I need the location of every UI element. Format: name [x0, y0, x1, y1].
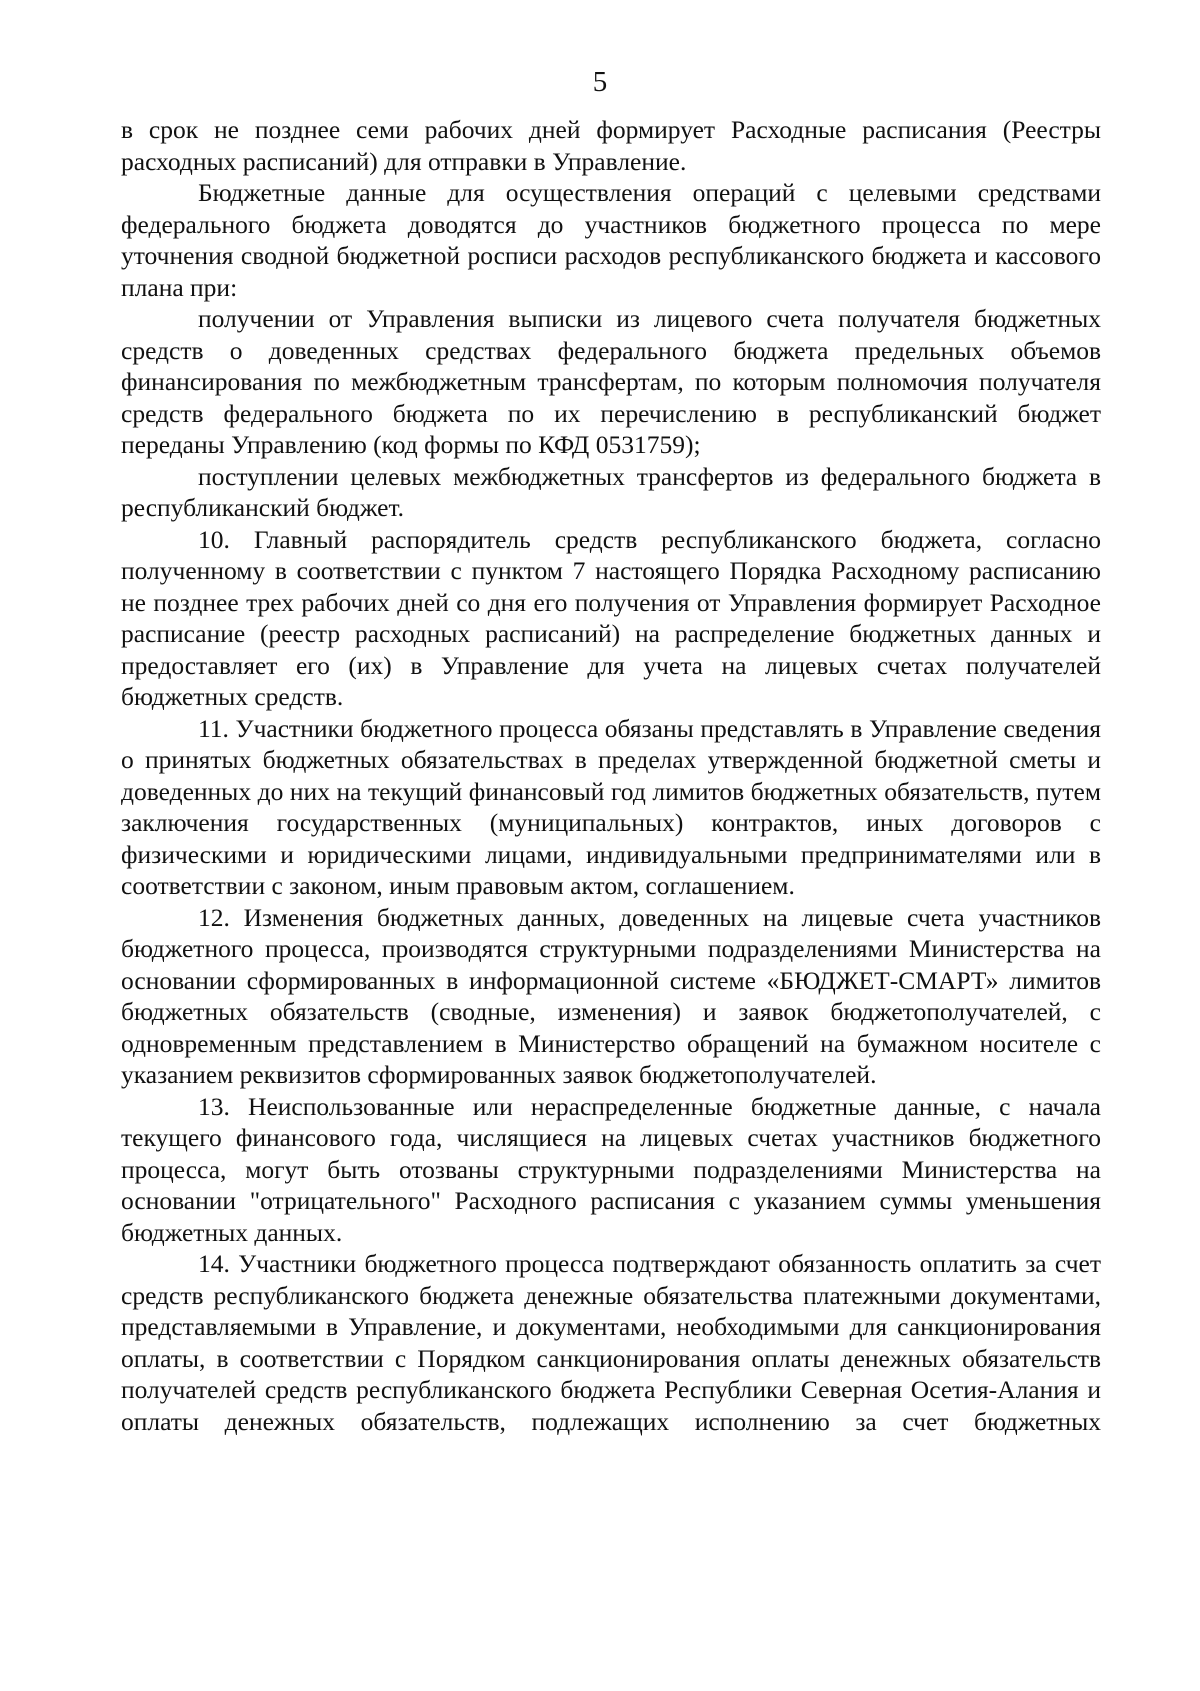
paragraph-item-12: 12. Изменения бюджетных данных, доведенных на лицевые счета участников бюджетного процесса, производятся структурными подразделениями Министерства на основании сформированных в информационной системе «БЮДЖЕТ-СМАРТ» лимитов бюджетных обязательств (сводные, изменения) и заявок бюджетополучателей, с одновременным представлением в Министерство обращений на бумажном носителе с указанием реквизитов сформированных заявок бюджетополучателей. — [121, 902, 1101, 1089]
paragraph-item-13: 13. Неиспользованные или нераспределенные бюджетные данные, с начала текущего финансового года, числящиеся на лицевых счетах участников бюджетного процесса, могут быть отозваны структурными подразделениями Министерства на основании "отрицательного" Расходного расписания с указанием суммы уменьшения бюджетных данных. — [121, 1091, 1101, 1247]
paragraph-item-10: 10. Главный распорядитель средств республиканского бюджета, согласно полученному в соответствии с пунктом 7 настоящего Порядка Расходному расписанию не позднее трех рабочих дней со дня его получения от Управления формирует Расходное расписание (реестр расходных расписаний) на распределение бюджетных данных и предоставляет его (их) в Управление для учета на лицевых счетах получателей бюджетных средств. — [121, 524, 1101, 711]
page-number: 5 — [592, 66, 608, 98]
paragraph-continuation: в срок не позднее семи рабочих дней формирует Расходные расписания (Реестры расходных расписаний) для отправки в Управление. — [121, 115, 1101, 176]
paragraph-receipt-statement: получении от Управления выписки из лицевого счета получателя бюджетных средств о доведенных средствах федерального бюджета предельных объемов финансирования по межбюджетным трансфертам, по которым полномочия получателя средств федерального бюджета по их перечислению в республиканский бюджет переданы Управлению (код формы по КФД 0531759); — [121, 304, 1101, 459]
document-body — [121, 114, 1101, 1437]
paragraph-receipt-transfers: поступлении целевых межбюджетных трансфертов из федерального бюджета в республиканский бюджет. — [121, 461, 1101, 522]
paragraph-item-11: 11. Участники бюджетного процесса обязаны представлять в Управление сведения о принятых бюджетных обязательствах в пределах утвержденной бюджетной сметы и доведенных до них на текущий финансовый год лимитов бюджетных обязательств, путем заключения государственных (муниципальных) контрактов, иных договоров с физическими и юридическими лицами, индивидуальными предпринимателями или в соответствии с законом, иным правовым актом, соглашением. — [121, 713, 1101, 900]
paragraph-item-14: 14. Участники бюджетного процесса подтверждают обязанность оплатить за счет средств республиканского бюджета денежные обязательства платежными документами, представляемыми в Управление, и документами, необходимыми для санкционирования оплаты, в соответствии с Порядком санкционирования оплаты денежных обязательств получателей средств республиканского бюджета Республики Северная Осетия-Алания и оплаты денежных обязательств, подлежащих исполнению за счет бюджетных — [121, 1249, 1101, 1436]
paragraph-budget-data: Бюджетные данные для осуществления операций с целевыми средствами федерального бюджета доводятся до участников бюджетного процесса по мере уточнения сводной бюджетной росписи расходов республиканского бюджета и кассового плана при: — [121, 178, 1101, 302]
